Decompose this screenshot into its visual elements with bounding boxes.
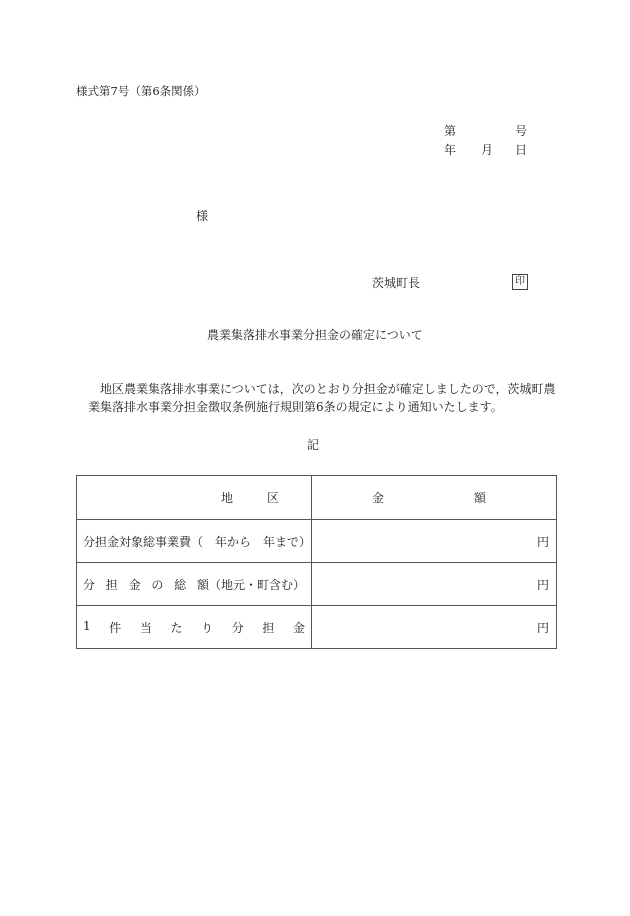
label-char: 分 [83,577,96,592]
table-header-row [77,476,557,520]
label-char: 額（地元・町含む） [196,577,305,592]
label-char: 1 [83,618,91,633]
header-region-cell [77,476,312,520]
label-char: 総 [174,577,187,592]
yen-unit: 円 [536,534,549,549]
label-char: 金 [293,620,306,635]
table-row [77,563,557,606]
sender-name: 茨城町長 [372,276,421,290]
header-region-char: 地 [220,491,233,505]
table-row [77,606,557,649]
label-char: 当 [139,620,152,635]
label-char: 金 [128,577,141,592]
yen-unit: 円 [536,577,549,592]
detail-table [76,475,557,649]
yen-unit: 円 [536,620,549,635]
table-row [77,520,557,563]
seal-icon: 印 [512,274,528,290]
header-amount-cell [312,476,557,520]
amount-input-cell[interactable] [312,563,557,606]
doc-number-suffix: 号 [515,124,528,138]
header-amount-char: 額 [473,491,486,505]
label-char: り [201,620,214,635]
addressee-honorific: 様 [196,209,209,223]
amount-input-cell[interactable] [312,520,557,563]
header-region-char: 区 [267,491,280,505]
amount-input-cell[interactable] [312,606,557,649]
body-line-2: 業集落排水事業分担金徴収条例施行規則第6条の規定により通知いたします。 [88,400,503,414]
body-paragraph [80,380,560,416]
date-day: 日 [515,143,528,157]
label-char: 件 [109,620,122,635]
label-char: の [151,577,164,592]
row-label-cell [77,563,312,606]
doc-number-label: 第 [444,124,457,138]
row-label: 分担金対象総事業費（ 年から 年まで） [83,534,312,549]
row-label [77,619,311,636]
label-char: 担 [262,620,275,635]
body-line-1: 地区農業集落排水事業については，次のとおり分担金が確定しましたので，茨城町農 [100,382,556,396]
date-year: 年 [444,143,457,157]
row-label-cell [77,606,312,649]
row-label [77,576,311,593]
row-label-cell [77,520,312,563]
header-amount-char: 金 [372,491,385,505]
label-char: た [170,620,183,635]
document-title: 農業集落排水事業分担金の確定について [207,328,423,342]
ki-heading: 記 [307,438,320,452]
label-char: 担 [105,577,118,592]
form-number: 様式第7号（第6条関係） [76,84,206,98]
label-char: 分 [231,620,244,635]
date-month: 月 [481,143,494,157]
